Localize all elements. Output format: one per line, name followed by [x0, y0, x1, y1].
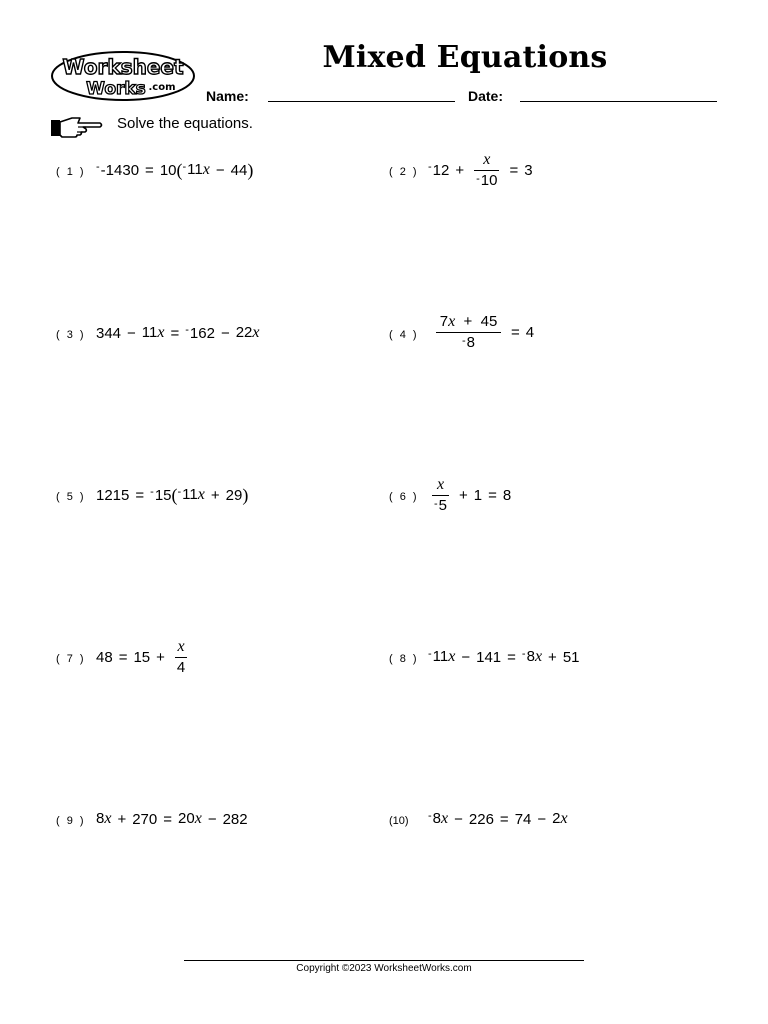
problem-number: ( 9 ) — [56, 815, 86, 827]
equation — [96, 637, 191, 677]
equation: 8x + 270 = 20x − 282 — [96, 810, 248, 828]
term: 282 — [222, 810, 248, 828]
term: 51 — [562, 648, 580, 666]
problem-number: ( 1 ) — [56, 166, 86, 178]
equals-sign: = — [135, 486, 145, 504]
name-line[interactable] — [268, 101, 455, 102]
equation: 1215 = - 15 ( - 11x + 29 ) — [96, 484, 249, 505]
plus-sign: + — [117, 810, 127, 828]
pointing-hand-icon — [50, 114, 104, 140]
problem-number: ( 8 ) — [389, 653, 419, 665]
problem-number: ( 7 ) — [56, 653, 86, 665]
equation: - 11x − 141 = - 8x + 51 — [428, 648, 580, 666]
equals-sign: = — [163, 810, 173, 828]
term: -1430 — [100, 161, 140, 179]
equation — [428, 475, 511, 515]
problem-number: ( 5 ) — [56, 491, 86, 503]
term: 29 — [225, 486, 243, 504]
date-line[interactable] — [520, 101, 717, 102]
instructions: Solve the equations. — [117, 115, 253, 132]
equals-sign: = — [170, 324, 180, 342]
problem-number: (10) — [389, 815, 409, 827]
problem-number: ( 4 ) — [389, 329, 419, 341]
fraction: $\frac{x}{4}$ — [176, 638, 186, 676]
copyright-text: Copyright ©2023 WorksheetWorks.com — [296, 963, 472, 974]
term: 1 — [473, 486, 483, 504]
term: 1215 — [96, 486, 130, 504]
svg-text:Works: Works — [86, 79, 146, 99]
svg-text:Worksheet: Worksheet — [62, 55, 184, 79]
plus-sign: + — [455, 161, 465, 179]
problem-number: ( 2 ) — [389, 166, 419, 178]
fraction: $\frac{7x + 45}{^-8}$ — [436, 313, 501, 351]
term: 141 — [476, 648, 502, 666]
plus-sign: + — [210, 486, 220, 504]
equals-sign: = — [145, 161, 154, 179]
worksheetworks-logo — [50, 50, 196, 102]
problem-number: ( 3 ) — [56, 329, 86, 341]
equals-sign: = — [509, 161, 519, 179]
term: 270 — [132, 810, 158, 828]
plus-sign: + — [459, 486, 468, 504]
equals-sign: = — [488, 486, 497, 504]
page-title: Mixed Equations — [322, 40, 608, 75]
fraction: $\frac{x}{^-10}$ — [476, 151, 498, 189]
term: 15 — [133, 648, 151, 666]
term: 44 — [230, 161, 248, 179]
term: 11x — [187, 161, 210, 178]
problem-number: ( 6 ) — [389, 491, 419, 503]
plus-sign: + — [548, 648, 557, 666]
term: 48 — [96, 648, 113, 666]
equals-sign: = — [118, 648, 128, 666]
term: 3 — [524, 161, 533, 179]
equals-sign: = — [511, 323, 520, 341]
fraction: $\frac{x}{^-5}$ — [434, 476, 448, 514]
date-label: Date: — [468, 88, 504, 104]
svg-text:.com: .com — [148, 82, 176, 93]
equation: 344 − 11x = - 162 − 22x — [96, 324, 260, 342]
equation: - -1430 = 10 ( - 11x − 44 ) — [96, 159, 254, 180]
term: 226 — [468, 810, 494, 828]
plus-sign: + — [156, 648, 165, 666]
term: 344 — [96, 324, 122, 342]
equals-sign: = — [499, 810, 509, 828]
term: 10 — [159, 161, 177, 179]
term: 74 — [514, 810, 532, 828]
name-label: Name: — [206, 88, 249, 104]
equals-sign: = — [507, 648, 516, 666]
equation — [432, 312, 534, 352]
term: 4 — [525, 323, 535, 341]
equation: - 12 + $\frac{x}{^-10}$ = 3 — [428, 151, 533, 189]
equation: - 8x − 226 = 74 − 2x — [428, 810, 568, 828]
footer-divider — [184, 960, 584, 961]
term: 8 — [502, 486, 512, 504]
